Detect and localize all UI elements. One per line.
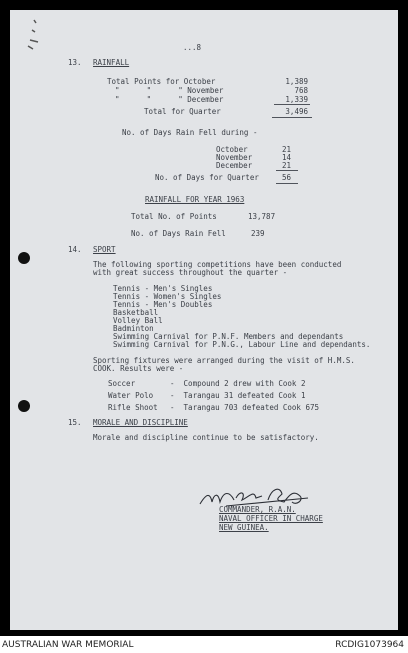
quarter-total-value: 3,496 — [285, 107, 308, 116]
year-points-label: Total No. of Points — [131, 212, 217, 221]
sport-item: Swimming Carnival for P.N.G., Labour Line and dependants. — [113, 340, 371, 349]
result-sport: Soccer — [108, 379, 136, 388]
signature-line-2: NAVAL OFFICER IN CHARGE — [219, 514, 323, 523]
punch-hole — [18, 252, 30, 264]
section-15-number: 15. — [68, 418, 82, 427]
sport-item: Badminton — [113, 324, 154, 333]
footer-source: AUSTRALIAN WAR MEMORIAL — [2, 640, 134, 650]
year-points-value: 13,787 — [248, 212, 276, 221]
rule — [276, 183, 298, 184]
sport-intro-line-1: The following sporting competitions have been conducted — [93, 260, 342, 269]
rain-row-november-label: " " " November — [115, 86, 224, 95]
rain-row-october-label: Total Points for October — [107, 77, 216, 86]
sport-item: Basketball — [113, 308, 159, 317]
year-heading: RAINFALL FOR YEAR 1963 — [145, 195, 245, 204]
result-sport: Rifle Shoot — [108, 403, 158, 412]
fixtures-line-1: Sporting fixtures were arranged during the visit of H.M.S. — [93, 356, 355, 365]
section-13-number: 13. — [68, 58, 82, 67]
archive-footer — [0, 636, 408, 653]
days-october-label: October — [216, 145, 248, 154]
days-october-value: 21 — [282, 145, 292, 154]
rain-row-december-value: 1,339 — [285, 95, 308, 104]
rain-row-december-label: " " " December — [115, 95, 224, 104]
punch-hole — [18, 400, 30, 412]
sport-item: Swimming Carnival for P.N.F. Members and dependants — [113, 332, 344, 341]
rule — [276, 170, 298, 171]
year-days-label: No. of Days Rain Fell — [131, 229, 226, 238]
result-text: - Tarangau 703 defeated Cook 675 — [170, 403, 320, 412]
document-page — [10, 10, 398, 630]
page-number: ...8 — [183, 43, 202, 52]
sport-intro-line-2: with great success throughout the quarter - — [93, 268, 288, 277]
days-november-value: 14 — [282, 153, 292, 162]
fixtures-line-2: COOK. Results were - — [93, 364, 184, 373]
result-sport: Water Polo — [108, 391, 154, 400]
section-14-heading: SPORT — [93, 245, 116, 254]
days-total-label: No. of Days for Quarter — [155, 173, 259, 182]
double-rule — [272, 117, 312, 118]
days-december-label: December — [216, 161, 253, 170]
year-days-value: 239 — [251, 229, 265, 238]
section-14-number: 14. — [68, 245, 82, 254]
days-intro: No. of Days Rain Fell during - — [122, 128, 258, 137]
rain-row-november-value: 768 — [294, 86, 308, 95]
result-text: - Compound 2 drew with Cook 2 — [170, 379, 306, 388]
staple-marks — [22, 16, 46, 52]
signature-line-3: NEW GUINEA. — [219, 523, 269, 532]
days-november-label: November — [216, 153, 253, 162]
footer-reference: RCDIG1073964 — [335, 640, 404, 650]
rule — [274, 104, 310, 105]
section-15-heading: MORALE AND DISCIPLINE — [93, 418, 188, 427]
days-total-value: 56 — [282, 173, 292, 182]
rain-row-october-value: 1,389 — [285, 77, 308, 86]
signature-line-1: COMMANDER, R.A.N. — [219, 505, 296, 514]
result-text: - Tarangau 31 defeated Cook 1 — [170, 391, 306, 400]
sport-item: Tennis - Men's Doubles — [113, 300, 213, 309]
morale-text: Morale and discipline continue to be satisfactory. — [93, 433, 319, 442]
days-december-value: 21 — [282, 161, 292, 170]
sport-item: Tennis - Men's Singles — [113, 284, 213, 293]
sport-item: Tennis - Women's Singles — [113, 292, 222, 301]
sport-item: Volley Ball — [113, 316, 163, 325]
section-13-heading: RAINFALL — [93, 58, 130, 67]
quarter-total-label: Total for Quarter — [144, 107, 221, 116]
